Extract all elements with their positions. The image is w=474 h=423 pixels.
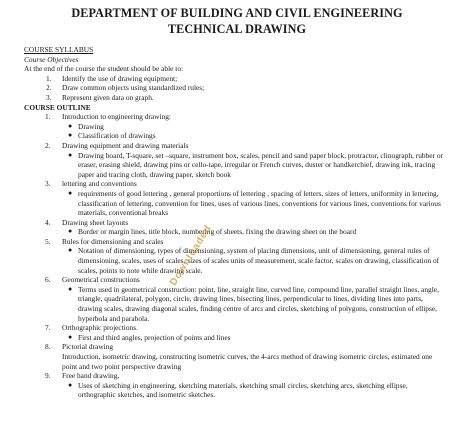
section-heading xyxy=(45,179,444,189)
section-heading xyxy=(45,237,444,247)
section-title: Pictorial drawing xyxy=(62,342,114,352)
outline-heading: COURSE OUTLINE xyxy=(24,102,91,112)
bullet-icon: ● xyxy=(68,150,73,159)
section-number: 6. xyxy=(45,275,51,285)
bullet-item xyxy=(68,131,444,141)
bullet-text: Notation of dimensioning, types of dimensioning, system of placing dimensions, unit of dimensioning, general rules of dimensioning, scales, uses of scales, sizes of scales units of measurement, scale factor, scales on drawing, classification of scales, points to note while drawing scale. xyxy=(78,246,440,275)
bullet-icon: ● xyxy=(68,246,73,255)
section-title: Drawing equipment and drawing materials xyxy=(62,140,189,150)
bullet-icon: ● xyxy=(68,121,73,130)
objective-number: 3. xyxy=(46,92,52,102)
bullet-icon: ● xyxy=(68,380,73,389)
section-paragraph xyxy=(62,352,444,371)
bullet-text: Border or margin lines, title block, numbering of sheets, fixing the drawing sheet on the board xyxy=(78,227,357,237)
section-heading xyxy=(45,275,444,285)
objective-item xyxy=(46,83,444,93)
section-heading xyxy=(45,371,444,381)
watermark: Downloaded xyxy=(168,223,215,288)
bullet-text: First and third angles, projection of points and lines xyxy=(78,332,231,342)
bullet-text: Uses of sketching in engineering, sketching materials, sketching small circles, sketching arcs, sketching ellipse, orthographic sketches, and isometric sketches. xyxy=(78,380,408,400)
bullet-item xyxy=(68,285,444,323)
objectives-heading: Course Objectives xyxy=(24,54,79,64)
section-number: 7. xyxy=(45,323,51,333)
objectives-intro: At the end of the course the student should be able to: xyxy=(24,64,184,74)
bullet-item xyxy=(68,246,444,275)
bullet-icon: ● xyxy=(68,188,73,197)
bullet-icon: ● xyxy=(68,284,73,293)
objective-number: 2. xyxy=(46,83,52,93)
section-title: lettering and conventions xyxy=(62,179,137,189)
section-title: Drawing sheet layouts xyxy=(62,217,129,227)
section-number: 4. xyxy=(45,217,51,227)
bullet-item xyxy=(68,122,444,132)
section-number: 5. xyxy=(45,236,51,246)
objective-text: Draw common objects using standardized rules; xyxy=(62,83,205,93)
objective-item xyxy=(46,74,444,84)
bullet-item xyxy=(68,151,444,180)
section-number: 9. xyxy=(45,371,51,381)
paragraph-text: Introduction, isometric drawing, constructing isometric curves, the 4-arcs method of drawing isometric circles, estimated one point and two point perspective drawing xyxy=(62,352,433,371)
section-heading xyxy=(45,342,444,352)
section-number: 3. xyxy=(45,179,51,189)
bullet-item xyxy=(68,333,444,343)
bullet-icon: ● xyxy=(68,227,73,236)
section-title: Rules for dimensioning and scales xyxy=(62,236,164,246)
objectives-list xyxy=(24,74,444,103)
objective-text: Identify the use of drawing equipment; xyxy=(62,73,178,83)
bullet-text: Drawing xyxy=(78,121,104,131)
bullet-item xyxy=(68,189,444,218)
bullet-icon: ● xyxy=(68,332,73,341)
bullet-text: Classification of drawings xyxy=(78,131,156,141)
document-body xyxy=(0,45,474,400)
section-number: 8. xyxy=(45,342,51,352)
section-number: 1. xyxy=(45,112,51,122)
objective-text: Represent given data on graph. xyxy=(62,92,154,102)
bullet-item xyxy=(68,381,444,400)
bullet-text: Drawing board, T-square, set –square, instrument box, scales, pencil and sand paper block, protractor, clinograph, rubber or eraser, erasing shield, drawing pins or cello-tape, irregular or French curves, duster or handkerchief, drawing ink, tracing paper and tracing cloth, drawing paper, sketch book xyxy=(78,150,444,179)
course-title: TECHNICAL DRAWING xyxy=(167,22,307,36)
section-heading xyxy=(45,218,444,228)
section-number: 2. xyxy=(45,140,51,150)
section-heading xyxy=(45,112,444,122)
syllabus-heading: COURSE SYLLABUS xyxy=(24,45,94,54)
section-heading xyxy=(45,141,444,151)
section-title: Free hand drawing, xyxy=(62,371,120,381)
section-title: Geometrical constructions xyxy=(62,275,140,285)
bullet-icon: ● xyxy=(68,131,73,140)
section-title: Introduction to engineering drawing: xyxy=(62,112,171,122)
bullet-text: Terms used in geometrical construction: point, line, straight line, curved line, compound line, parallel straight lines, angle, triangle, quadrilateral, polygon, circle, drawing lines, bisecting lines, perpendicular to lines, dividing lines into parts, drawing scales, drawing diagonal scales, finding centre of arcs and circles, sketching of polygons, construction of ellipse, hyperbola and parabola. xyxy=(78,284,439,323)
department-title: DEPARTMENT OF BUILDING AND CIVIL ENGINEERING xyxy=(71,6,403,20)
bullet-item xyxy=(68,227,444,237)
section-title: Orthographic projections. xyxy=(62,323,138,333)
objective-item xyxy=(46,93,444,103)
bullet-text: requirements of good lettering , general proportions of lettering , spacing of letters, sizes of letters, uniformity in lettering, classification of lettering, convention for lines, uses of various lines, conventions for various lines, conventions for various materials, conventional breaks xyxy=(78,188,441,218)
objective-number: 1. xyxy=(46,73,52,83)
section-heading xyxy=(45,323,444,333)
